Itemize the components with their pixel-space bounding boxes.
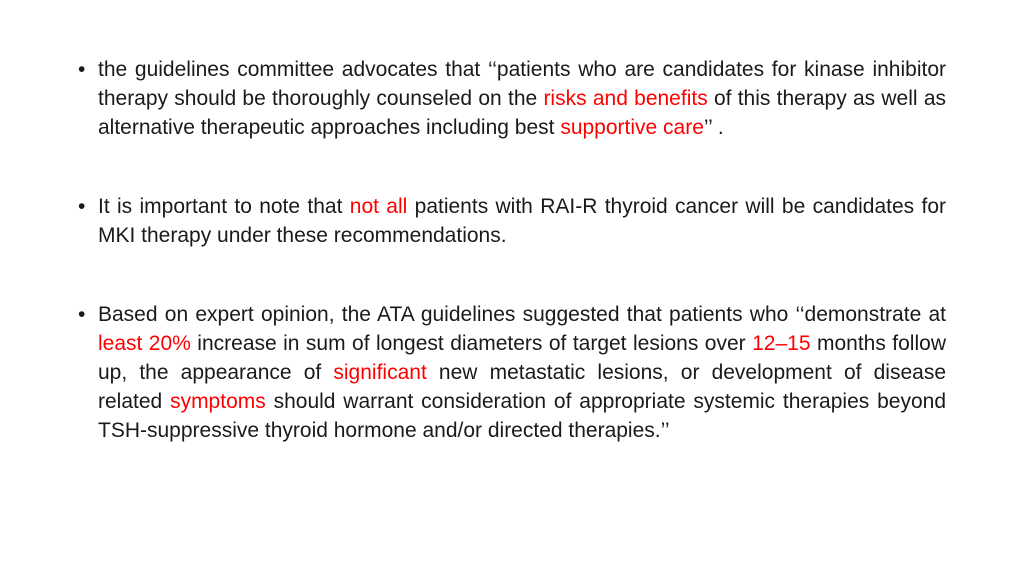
bullet-text-segment: of this therapy as well as alternative therapeutic approaches including best [98, 87, 947, 139]
bullet-text-segment: patients with RAI-R thyroid cancer will be candidates for MKI therapy under these recommendations. [98, 195, 946, 247]
bullet-text-segment: should warrant consideration of appropriate systemic therapies beyond TSH-suppressive thyroid hormone and/or directed therapies.’’ [98, 390, 946, 442]
bullet-text-segment: the guidelines committee advocates that ‘‘patients who are candidates for kinase inhibitor therapy should be thoroughly counseled on the [98, 58, 946, 110]
bullet-text-segment: ’’ . [703, 116, 724, 139]
bullet-text-segment: new metastatic lesions, or development of disease related [98, 361, 946, 413]
bullet-text-segment: Based on expert opinion, the ATA guidelines suggested that patients who ‘‘demonstrate at [98, 303, 946, 326]
bullet-item-not-all-patients [78, 192, 946, 250]
highlighted-phrase: 12–15 [752, 332, 811, 355]
bullet-item-expert-opinion [78, 300, 946, 445]
bullet-marker: • [78, 303, 86, 326]
highlighted-phrase: least 20% [98, 332, 191, 355]
bullet-text-segment: It is important to note that [98, 195, 350, 218]
bullet-text-segment: increase in sum of longest diameters of target lesions over [190, 332, 753, 355]
highlighted-phrase: symptoms [170, 390, 266, 413]
bullet-marker: • [78, 58, 86, 81]
bullet-marker: • [78, 195, 86, 218]
highlighted-phrase: significant [333, 361, 427, 384]
bullet-item-guidelines-committee [78, 55, 946, 142]
highlighted-phrase: not all [349, 195, 408, 218]
bullet-text-segment: months follow up, the appearance of [98, 332, 946, 384]
bullet-list [78, 55, 946, 445]
highlighted-phrase: risks and benefits [543, 87, 708, 110]
highlighted-phrase: supportive care [560, 116, 704, 139]
